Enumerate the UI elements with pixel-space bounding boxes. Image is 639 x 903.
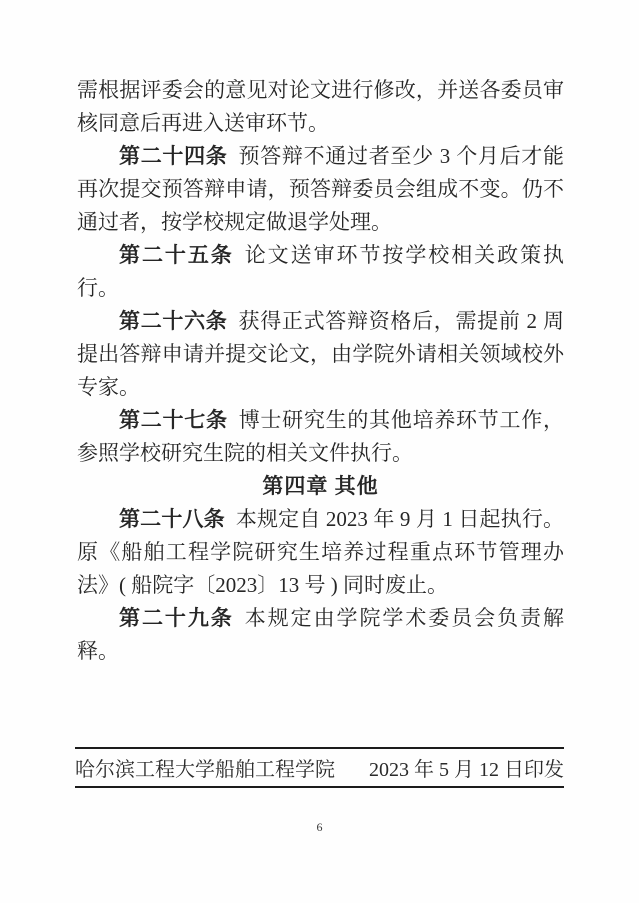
article-27-text: 博士研究生的其他培养环节工作，参照学校研究生院的相关文件执行。 bbox=[77, 408, 565, 465]
article-25 bbox=[77, 239, 564, 305]
document-body bbox=[77, 74, 564, 668]
article-24-number: 第二十四条 bbox=[119, 144, 228, 168]
article-28-text: 本规定自 2023 年 9 月 1 日起执行。原《船舶工程学院研究生培养过程重点环节管理办法》( 船院字〔2023〕13 号 ) 同时废止。 bbox=[77, 507, 565, 597]
article-28 bbox=[77, 503, 564, 602]
chapter-heading: 第四章 其他 bbox=[262, 474, 379, 498]
article-28-number: 第二十八条 bbox=[119, 507, 225, 531]
article-26-number: 第二十六条 bbox=[119, 309, 228, 333]
article-27-number: 第二十七条 bbox=[119, 408, 228, 432]
article-24-text: 预答辩不通过者至少 3 个月后才能再次提交预答辩申请，预答辩委员会组成不变。仍不通过者，按学校规定做退学处理。 bbox=[77, 144, 564, 234]
footer-issue-date: 2023 年 5 月 12 日印发 bbox=[369, 759, 564, 781]
article-29 bbox=[77, 602, 564, 668]
article-26-text: 获得正式答辩资格后，需提前 2 周提出答辩申请并提交论文，由学院外请相关领域校外专家。 bbox=[77, 309, 564, 399]
article-29-number: 第二十九条 bbox=[119, 606, 234, 630]
paragraph-continuation: 需根据评委会的意见对论文进行修改，并送各委员审核同意后再进入送审环节。 bbox=[77, 78, 564, 135]
article-25-number: 第二十五条 bbox=[119, 243, 234, 267]
footer-issuer: 哈尔滨工程大学船舶工程学院 bbox=[75, 759, 335, 781]
footer-issuance-bar bbox=[75, 747, 564, 788]
article-25-text: 论文送审环节按学校相关政策执行。 bbox=[77, 243, 565, 300]
page-number: 6 bbox=[316, 820, 323, 834]
article-26 bbox=[77, 305, 564, 404]
article-27 bbox=[77, 404, 564, 470]
article-24 bbox=[77, 140, 564, 239]
article-29-text: 本规定由学院学术委员会负责解释。 bbox=[77, 606, 565, 663]
